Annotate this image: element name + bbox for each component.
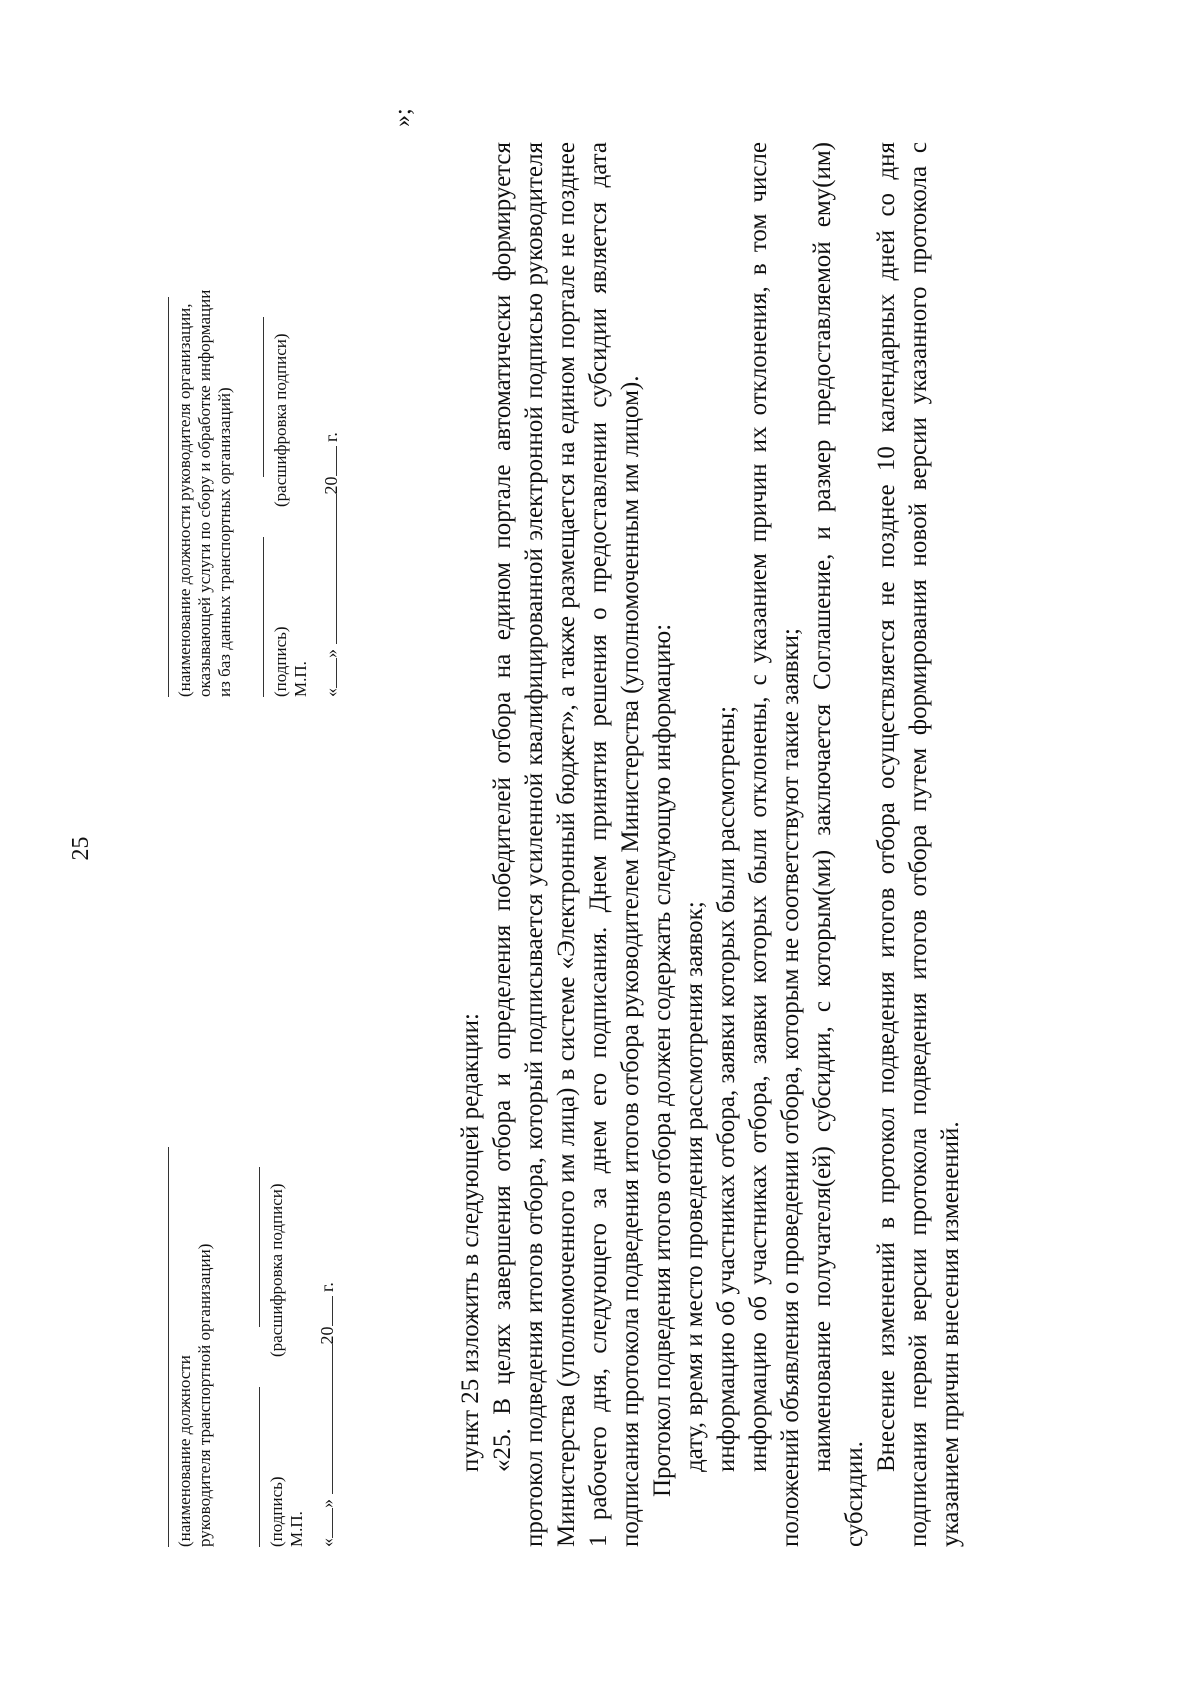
position-caption: (наименование должности руководителя организации, оказывающей услуги по сбору и обработке информации из баз данных транспортных организаций) — [175, 289, 234, 697]
body-text — [455, 142, 967, 1547]
position-line — [168, 297, 169, 697]
date-open-quote: « — [321, 688, 341, 697]
date-suffix: г. — [321, 432, 341, 442]
date-suffix: г. — [317, 1282, 337, 1292]
signature-lines — [249, 57, 269, 697]
date-close-quote: » — [317, 1499, 337, 1508]
date-close-quote: » — [321, 649, 341, 658]
paragraph-list-item: дату, время и место проведения рассмотрения заявок; — [681, 901, 708, 1472]
paragraph-amendments: Внесение изменений в протокол подведения итогов отбора осуществляется не позднее 10 календарных дней со дня подписания первой версии протокола подведения итогов отбора путем формирования новой версии указанного протокола с указанием причин внесения изменений. — [873, 142, 964, 1547]
paragraph-clause-25: «25. В целях завершения отбора и определения победителей отбора на едином портале автоматически формируется протокол подведения итогов отбора, который подписывается усиленной квалифицированной электронной подписью руководителя Министерства (уполномоченного им лица) в системе «Электронный бюджет», а также размещается на едином портале не позднее 1 рабочего дня, следующего за днем его подписания. Днем принятия решения о предоставлении субсидии является дата подписания протокола подведения итогов отбора руководителем Министерства (уполномоченным им лицом). — [489, 142, 644, 1547]
signature-caption: (подпись) — [271, 626, 290, 697]
position-line — [168, 1147, 169, 1547]
date-year: 20 — [321, 476, 341, 495]
paragraph-list-item: информацию об участниках отбора, заявки которых были рассмотрены; — [713, 705, 740, 1472]
signature-captions — [271, 57, 291, 697]
decoding-line — [263, 317, 264, 477]
date-field — [321, 57, 341, 697]
date-field — [317, 907, 337, 1547]
signature-block-operator — [168, 57, 341, 697]
stamp-label: М.П. — [287, 1511, 306, 1547]
paragraph-protocol-content: Протокол подведения итогов отбора должен содержать следующую информацию: — [649, 623, 676, 1497]
signature-line — [263, 537, 264, 697]
position-caption: (наименование должности руководителя транспортной организации) — [175, 1243, 214, 1547]
page-number: 25 — [68, 836, 94, 861]
signature-block-transport — [168, 907, 337, 1547]
signature-line — [259, 1387, 260, 1547]
stamp-label: М.П. — [291, 661, 310, 697]
date-open-quote: « — [317, 1538, 337, 1547]
signature-caption: (подпись) — [267, 1476, 286, 1547]
decoding-line — [259, 1167, 260, 1327]
paragraph-list-item: информацию об участниках отбора, заявки которых были отклонены, с указанием причин их отклонения, в том числе положений объявления о проведении отбора, которым не соответствуют такие заявки; — [745, 142, 804, 1547]
date-year: 20 — [317, 1326, 337, 1345]
decoding-caption: (расшифровка подписи) — [267, 1183, 286, 1357]
signature-captions — [267, 907, 287, 1547]
paragraph-amendment-intro: пункт 25 изложить в следующей редакции: — [457, 1013, 484, 1472]
signature-lines — [245, 907, 265, 1547]
decoding-caption: (расшифровка подписи) — [271, 333, 290, 507]
closing-quote: »; — [390, 108, 416, 127]
paragraph-list-item: наименование получателя(ей) субсидии, с которым(ми) заключается Соглашение, и размер предоставляемой ему(им) субсидии. — [809, 142, 868, 1547]
